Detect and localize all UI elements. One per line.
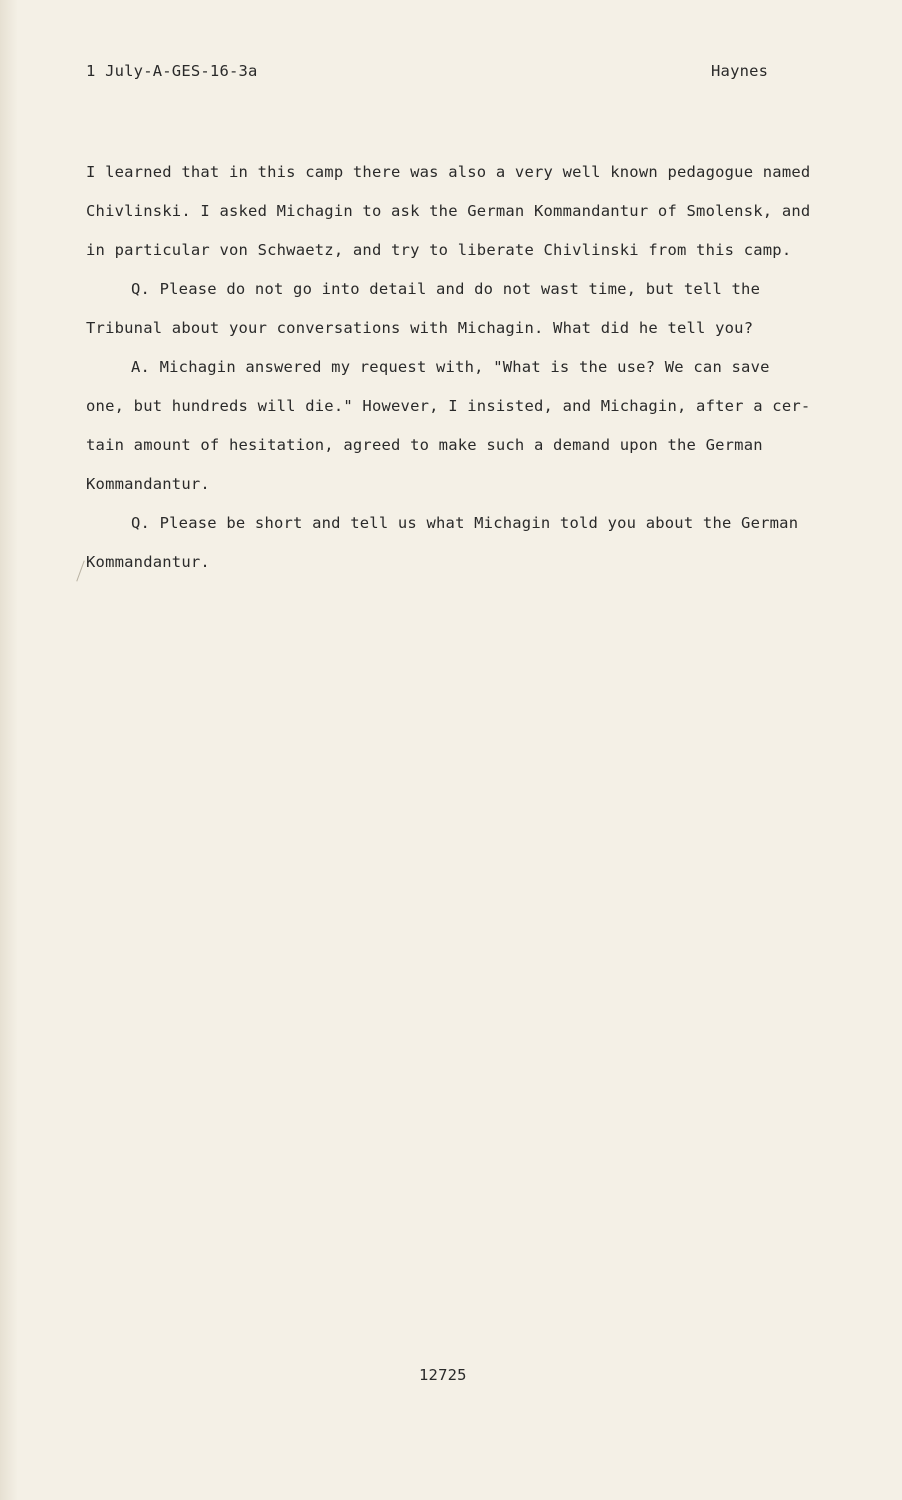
text-line: in particular von Schwaetz, and try to liberate Chivlinski from this camp.	[86, 241, 792, 259]
document-reference: 1 July-A-GES-16-3a	[86, 62, 258, 80]
text-line: tain amount of hesitation, agreed to make such a demand upon the German	[86, 436, 763, 454]
text-line: Tribunal about your conversations with Michagin. What did he tell you?	[86, 319, 754, 337]
text-line: Kommandantur.	[86, 475, 210, 493]
text-line: I learned that in this camp there was also a very well known pedagogue named	[86, 163, 811, 181]
answer-line: A. Michagin answered my request with, "What is the use? We can save	[131, 358, 770, 376]
page-number: 12725	[419, 1366, 467, 1384]
stray-mark	[76, 560, 84, 581]
transcript-body	[86, 160, 846, 589]
text-line: Chivlinski. I asked Michagin to ask the German Kommandantur of Smolensk, and	[86, 202, 811, 220]
text-line: Kommandantur.	[86, 553, 210, 571]
text-line: one, but hundreds will die." However, I insisted, and Michagin, after a cer-	[86, 397, 811, 415]
reporter-name: Haynes	[711, 62, 769, 80]
question-line: Q. Please be short and tell us what Michagin told you about the German	[131, 514, 799, 532]
question-line: Q. Please do not go into detail and do not wast time, but tell the	[131, 280, 761, 298]
page-edge-shadow	[0, 0, 18, 1500]
